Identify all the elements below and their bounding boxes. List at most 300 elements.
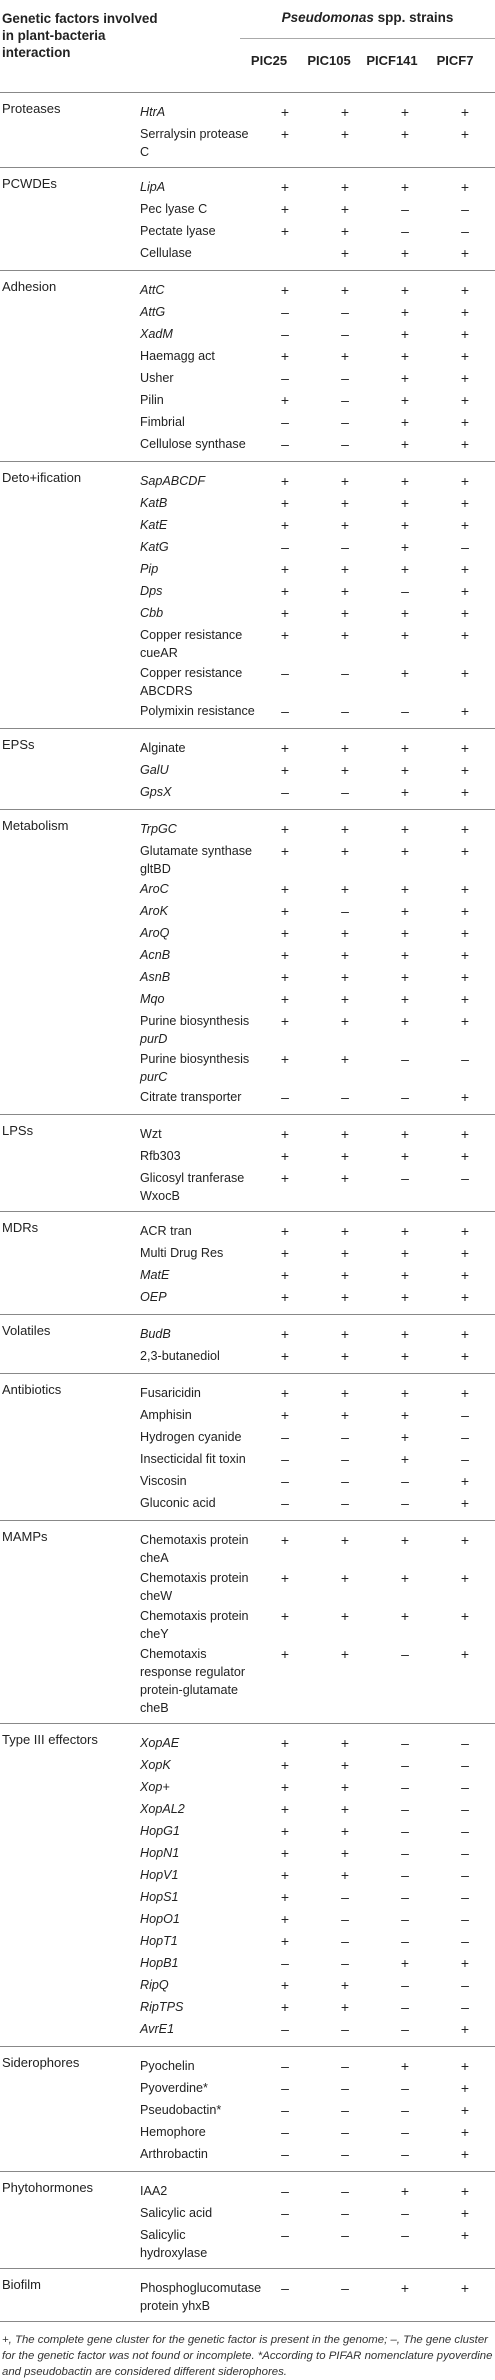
factor-text: IAA2 <box>140 2184 168 2198</box>
factor-name <box>140 367 255 389</box>
column-header: PIC105 <box>307 53 351 68</box>
column-header: PICF141 <box>366 53 418 68</box>
factor-name <box>140 878 255 900</box>
table-row <box>0 1864 495 1886</box>
presence-cell: + <box>340 561 350 577</box>
presence-cell: – <box>341 414 349 430</box>
presence-cell: – <box>461 1845 469 1861</box>
factor-name <box>140 514 255 536</box>
table-row <box>0 700 495 722</box>
factor-name <box>140 818 255 840</box>
presence-cell: + <box>460 2280 470 2296</box>
table-row <box>0 1492 495 1514</box>
table-header <box>0 0 495 93</box>
presence-cell: + <box>460 304 470 320</box>
presence-cell: + <box>280 561 290 577</box>
presence-cell: + <box>280 1385 290 1401</box>
factor-text: Rfb303 <box>140 1149 181 1163</box>
factor-name <box>140 301 255 323</box>
factor-name <box>140 759 255 781</box>
presence-cell: + <box>460 762 470 778</box>
presence-cell: + <box>280 1013 290 1029</box>
presence-cell: + <box>280 1170 290 1186</box>
group-section <box>0 1115 495 1212</box>
table-row <box>0 367 495 389</box>
factor-text: Wzt <box>140 1127 162 1141</box>
factor-name <box>140 1145 255 1167</box>
presence-cell: + <box>280 495 290 511</box>
presence-cell: – <box>281 370 289 386</box>
presence-cell: + <box>280 1326 290 1342</box>
table-row <box>0 1974 495 1996</box>
table-row <box>0 1123 495 1145</box>
presence-cell: – <box>461 1779 469 1795</box>
factor-text: 2,3-butanediol <box>140 1349 220 1363</box>
factor-text: Pip <box>140 562 159 576</box>
presence-cell: + <box>280 1779 290 1795</box>
presence-cell: – <box>461 201 469 217</box>
presence-cell: + <box>400 104 410 120</box>
factor-text: Copper resistance cueAR <box>140 628 243 660</box>
factor-text: Gluconic acid <box>140 1496 216 1510</box>
presence-cell: – <box>401 1757 409 1773</box>
presence-cell: – <box>341 2124 349 2140</box>
table-row <box>0 2224 495 2262</box>
factor-text: Haemagg act <box>140 349 215 363</box>
factor-text: Dps <box>140 584 163 598</box>
presence-cell: – <box>341 392 349 408</box>
presence-cell: + <box>280 1735 290 1751</box>
presence-cell: + <box>400 1429 410 1445</box>
factor-text: KatE <box>140 518 168 532</box>
table-row <box>0 988 495 1010</box>
group-section <box>0 2269 495 2322</box>
presence-cell: – <box>281 2146 289 2162</box>
presence-cell: + <box>340 1823 350 1839</box>
presence-cell: – <box>461 1911 469 1927</box>
presence-cell: + <box>460 903 470 919</box>
presence-cell: + <box>460 1348 470 1364</box>
presence-cell: + <box>460 627 470 643</box>
table-row <box>0 662 495 700</box>
factor-text: AvrE1 <box>140 2022 175 2036</box>
presence-cell: + <box>460 2183 470 2199</box>
presence-cell: + <box>460 1495 470 1511</box>
header-genus: Pseudomonas <box>281 10 374 25</box>
presence-cell: + <box>460 2058 470 2074</box>
presence-cell: – <box>341 2205 349 2221</box>
table-row <box>0 1842 495 1864</box>
presence-cell: – <box>401 1889 409 1905</box>
presence-cell: + <box>400 414 410 430</box>
factor-text: Polymixin resistance <box>140 704 255 718</box>
presence-cell: – <box>401 1867 409 1883</box>
group-section <box>0 729 495 810</box>
presence-cell: + <box>460 925 470 941</box>
presence-cell: – <box>401 2146 409 2162</box>
header-title: Genetic factors involved in plant-bacteria interaction <box>2 11 158 60</box>
presence-cell: – <box>401 1801 409 1817</box>
presence-cell: + <box>400 282 410 298</box>
presence-cell: + <box>460 2227 470 2243</box>
factor-name <box>140 1754 255 1776</box>
presence-cell: + <box>340 1977 350 1993</box>
presence-cell: + <box>460 2021 470 2037</box>
header-strains <box>240 10 495 25</box>
presence-cell: + <box>460 784 470 800</box>
group-section <box>0 1315 495 1374</box>
presence-cell: – <box>461 1757 469 1773</box>
presence-cell: – <box>341 1473 349 1489</box>
factor-name <box>140 2121 255 2143</box>
table-row <box>0 2077 495 2099</box>
table-row <box>0 1286 495 1308</box>
presence-cell: – <box>281 304 289 320</box>
presence-cell: + <box>400 1245 410 1261</box>
factor-name <box>140 1643 255 1717</box>
presence-cell: – <box>401 1170 409 1186</box>
factor-name <box>140 1470 255 1492</box>
factor-text: LipA <box>140 180 166 194</box>
presence-cell: + <box>460 583 470 599</box>
presence-cell: – <box>461 1801 469 1817</box>
presence-cell: – <box>281 2080 289 2096</box>
table-row <box>0 1930 495 1952</box>
presence-cell: + <box>460 740 470 756</box>
factor-name <box>140 1798 255 1820</box>
presence-cell: + <box>340 1013 350 1029</box>
table-row <box>0 389 495 411</box>
presence-cell: + <box>340 1646 350 1662</box>
presence-cell: – <box>401 1779 409 1795</box>
presence-cell: – <box>281 436 289 452</box>
presence-cell: – <box>461 1429 469 1445</box>
presence-cell: + <box>400 1532 410 1548</box>
presence-cell: + <box>340 1348 350 1364</box>
presence-cell: + <box>460 1267 470 1283</box>
table-row <box>0 2099 495 2121</box>
presence-cell: + <box>340 881 350 897</box>
presence-cell: – <box>401 583 409 599</box>
factor-text: GpsX <box>140 785 172 799</box>
presence-cell: – <box>401 1495 409 1511</box>
factor-name <box>140 700 255 722</box>
presence-cell: – <box>401 1999 409 2015</box>
factor-name <box>140 966 255 988</box>
presence-cell: – <box>401 1646 409 1662</box>
factor-text: Purine biosynthesis <box>140 1052 250 1066</box>
table-row <box>0 966 495 988</box>
presence-cell: + <box>340 1267 350 1283</box>
presence-cell: – <box>341 304 349 320</box>
presence-cell: + <box>340 104 350 120</box>
factor-name <box>140 1448 255 1470</box>
factor-name <box>140 101 255 123</box>
factor-text: Fusaricidin <box>140 1386 201 1400</box>
presence-cell: + <box>340 947 350 963</box>
factor-name <box>140 1220 255 1242</box>
presence-cell: + <box>280 1407 290 1423</box>
factor-name <box>140 1048 255 1086</box>
presence-cell: + <box>340 821 350 837</box>
presence-cell: + <box>280 1148 290 1164</box>
presence-cell: + <box>400 947 410 963</box>
presence-cell: + <box>340 1289 350 1305</box>
factor-text: Usher <box>140 371 174 385</box>
presence-cell: – <box>401 1735 409 1751</box>
presence-cell: + <box>460 1013 470 1029</box>
presence-cell: + <box>340 1407 350 1423</box>
factor-name <box>140 1605 255 1643</box>
presence-cell: + <box>400 1126 410 1142</box>
factor-text: Copper resistance ABCDRS <box>140 666 243 698</box>
factor-name <box>140 840 255 878</box>
factor-name <box>140 176 255 198</box>
factor-text: Hydrogen cyanide <box>140 1430 242 1444</box>
presence-cell: + <box>280 1289 290 1305</box>
table-row <box>0 1754 495 1776</box>
presence-cell: + <box>400 1451 410 1467</box>
presence-cell: + <box>280 348 290 364</box>
presence-cell: + <box>340 179 350 195</box>
presence-cell: + <box>340 1148 350 1164</box>
presence-cell: + <box>460 179 470 195</box>
table-row <box>0 1264 495 1286</box>
factor-text: Pectate lyase <box>140 224 216 238</box>
presence-cell: + <box>460 495 470 511</box>
presence-cell: + <box>340 1608 350 1624</box>
presence-cell: – <box>341 2183 349 2199</box>
factor-name <box>140 737 255 759</box>
factor-name <box>140 536 255 558</box>
presence-cell: + <box>460 1955 470 1971</box>
table-row <box>0 781 495 803</box>
factor-name <box>140 1010 255 1048</box>
presence-cell: + <box>400 370 410 386</box>
factor-name <box>140 1908 255 1930</box>
column-header: PIC25 <box>250 53 288 68</box>
table-body <box>0 93 495 2322</box>
presence-cell: – <box>401 2021 409 2037</box>
table-row <box>0 536 495 558</box>
factor-name <box>140 624 255 662</box>
factor-name <box>140 988 255 1010</box>
group-section <box>0 1374 495 1521</box>
table-row <box>0 1470 495 1492</box>
presence-cell: – <box>281 2280 289 2296</box>
presence-cell: – <box>281 784 289 800</box>
factor-text: Cbb <box>140 606 164 620</box>
factor-name <box>140 602 255 624</box>
presence-cell: – <box>281 1473 289 1489</box>
presence-cell: + <box>460 1646 470 1662</box>
presence-cell: + <box>400 821 410 837</box>
presence-cell: + <box>460 1126 470 1142</box>
table-row <box>0 1996 495 2018</box>
factor-name <box>140 2202 255 2224</box>
presence-cell: + <box>280 282 290 298</box>
presence-cell: + <box>280 1532 290 1548</box>
group-section <box>0 1521 495 1724</box>
presence-cell: + <box>400 539 410 555</box>
presence-cell: + <box>340 1385 350 1401</box>
factor-text: Cellulose synthase <box>140 437 246 451</box>
factor-gene: purD <box>140 1032 168 1046</box>
presence-cell: – <box>341 1889 349 1905</box>
factor-text: Chemotaxis response regulator protein-glutamate cheB <box>140 1647 246 1715</box>
table-row <box>0 2143 495 2165</box>
presence-cell: + <box>460 1245 470 1261</box>
presence-cell: – <box>281 539 289 555</box>
table-row <box>0 1567 495 1605</box>
presence-cell: + <box>340 473 350 489</box>
presence-cell: + <box>460 282 470 298</box>
presence-cell: + <box>280 517 290 533</box>
presence-cell: + <box>400 1289 410 1305</box>
table-row <box>0 176 495 198</box>
table-row <box>0 2121 495 2143</box>
presence-cell: + <box>280 627 290 643</box>
table-row <box>0 944 495 966</box>
factor-text: Alginate <box>140 741 186 755</box>
group-name: Volatiles <box>2 1323 51 1338</box>
presence-cell: + <box>340 969 350 985</box>
presence-cell: + <box>460 1326 470 1342</box>
factor-text: Viscosin <box>140 1474 187 1488</box>
presence-cell: + <box>460 821 470 837</box>
presence-cell: – <box>461 1867 469 1883</box>
presence-cell: + <box>280 1845 290 1861</box>
table-row <box>0 1908 495 1930</box>
presence-cell: – <box>341 1955 349 1971</box>
factor-text: AttG <box>140 305 166 319</box>
factor-text: AsnB <box>140 970 171 984</box>
factor-text: Phosphoglucomutase protein yhxB <box>140 2281 262 2313</box>
table-row <box>0 1048 495 1086</box>
factor-name <box>140 1974 255 1996</box>
presence-cell: + <box>400 1148 410 1164</box>
factor-text: RipQ <box>140 1978 169 1992</box>
table-row <box>0 492 495 514</box>
factor-text: HopT1 <box>140 1934 178 1948</box>
presence-cell: + <box>460 2102 470 2118</box>
presence-cell: – <box>461 1823 469 1839</box>
presence-cell: + <box>280 881 290 897</box>
presence-cell: + <box>460 1473 470 1489</box>
group-name: Biofilm <box>2 2277 42 2292</box>
table-row <box>0 433 495 455</box>
presence-cell: + <box>460 1223 470 1239</box>
factor-name <box>140 2143 255 2165</box>
presence-cell: + <box>460 104 470 120</box>
presence-cell: – <box>401 1089 409 1105</box>
presence-cell: + <box>460 1089 470 1105</box>
table-row <box>0 123 495 161</box>
presence-cell: + <box>460 881 470 897</box>
presence-cell: + <box>280 947 290 963</box>
table-row <box>0 1086 495 1108</box>
presence-cell: + <box>400 495 410 511</box>
column-header: PICF7 <box>436 53 474 68</box>
factor-name <box>140 580 255 602</box>
table-row <box>0 1643 495 1717</box>
factor-text: Salicylic acid <box>140 2206 213 2220</box>
presence-cell: + <box>340 1532 350 1548</box>
factor-name <box>140 1242 255 1264</box>
presence-cell: + <box>340 282 350 298</box>
presence-cell: + <box>340 762 350 778</box>
factor-text: HopS1 <box>140 1890 179 1904</box>
presence-cell: – <box>341 1451 349 1467</box>
presence-cell: + <box>280 969 290 985</box>
presence-cell: + <box>280 1608 290 1624</box>
factor-name <box>140 323 255 345</box>
header-suffix: spp. strains <box>377 10 454 25</box>
presence-cell: + <box>280 179 290 195</box>
presence-cell: – <box>401 1933 409 1949</box>
factor-name <box>140 470 255 492</box>
factor-text: HopG1 <box>140 1824 180 1838</box>
presence-cell: – <box>341 370 349 386</box>
presence-cell: – <box>341 1933 349 1949</box>
factor-name <box>140 345 255 367</box>
table-row <box>0 1448 495 1470</box>
presence-cell: – <box>281 1429 289 1445</box>
group-name: PCWDEs <box>2 176 57 191</box>
group-section <box>0 1212 495 1315</box>
factor-name <box>140 389 255 411</box>
presence-cell: – <box>461 539 469 555</box>
table-row <box>0 624 495 662</box>
factor-text: Chemotaxis protein cheW <box>140 1571 249 1603</box>
table-row <box>0 198 495 220</box>
presence-cell: + <box>460 348 470 364</box>
presence-cell: + <box>280 1911 290 1927</box>
factor-name <box>140 1529 255 1567</box>
presence-cell: + <box>340 1801 350 1817</box>
table-row <box>0 1798 495 1820</box>
group-name: Antibiotics <box>2 1382 62 1397</box>
presence-cell: + <box>340 1999 350 2015</box>
table-row <box>0 602 495 624</box>
table-row <box>0 1404 495 1426</box>
presence-cell: + <box>280 1867 290 1883</box>
presence-cell: + <box>280 1999 290 2015</box>
table-row <box>0 818 495 840</box>
presence-cell: – <box>281 1955 289 1971</box>
presence-cell: + <box>340 245 350 261</box>
presence-cell: – <box>461 223 469 239</box>
presence-cell: + <box>280 1570 290 1586</box>
table-footnote: +, The complete gene cluster for the genetic factor is present in the genome; –, The gene cluster for the genetic factor was not found or incomplete. *According to PIFAR nomenclature pyoverdine and pseudobactin are considered different siderophores. <box>2 2334 493 2378</box>
presence-cell: – <box>281 2205 289 2221</box>
presence-cell: – <box>401 703 409 719</box>
table-row <box>0 323 495 345</box>
presence-cell: – <box>401 223 409 239</box>
group-name: MAMPs <box>2 1529 48 1544</box>
presence-cell: – <box>401 201 409 217</box>
presence-cell: + <box>280 583 290 599</box>
factor-name <box>140 1567 255 1605</box>
presence-cell: – <box>401 1823 409 1839</box>
presence-cell: + <box>280 1051 290 1067</box>
group-name: Adhesion <box>2 279 57 294</box>
presence-cell: + <box>400 392 410 408</box>
presence-cell: + <box>400 436 410 452</box>
presence-cell: + <box>280 126 290 142</box>
factor-text: KatB <box>140 496 168 510</box>
presence-cell: + <box>400 245 410 261</box>
